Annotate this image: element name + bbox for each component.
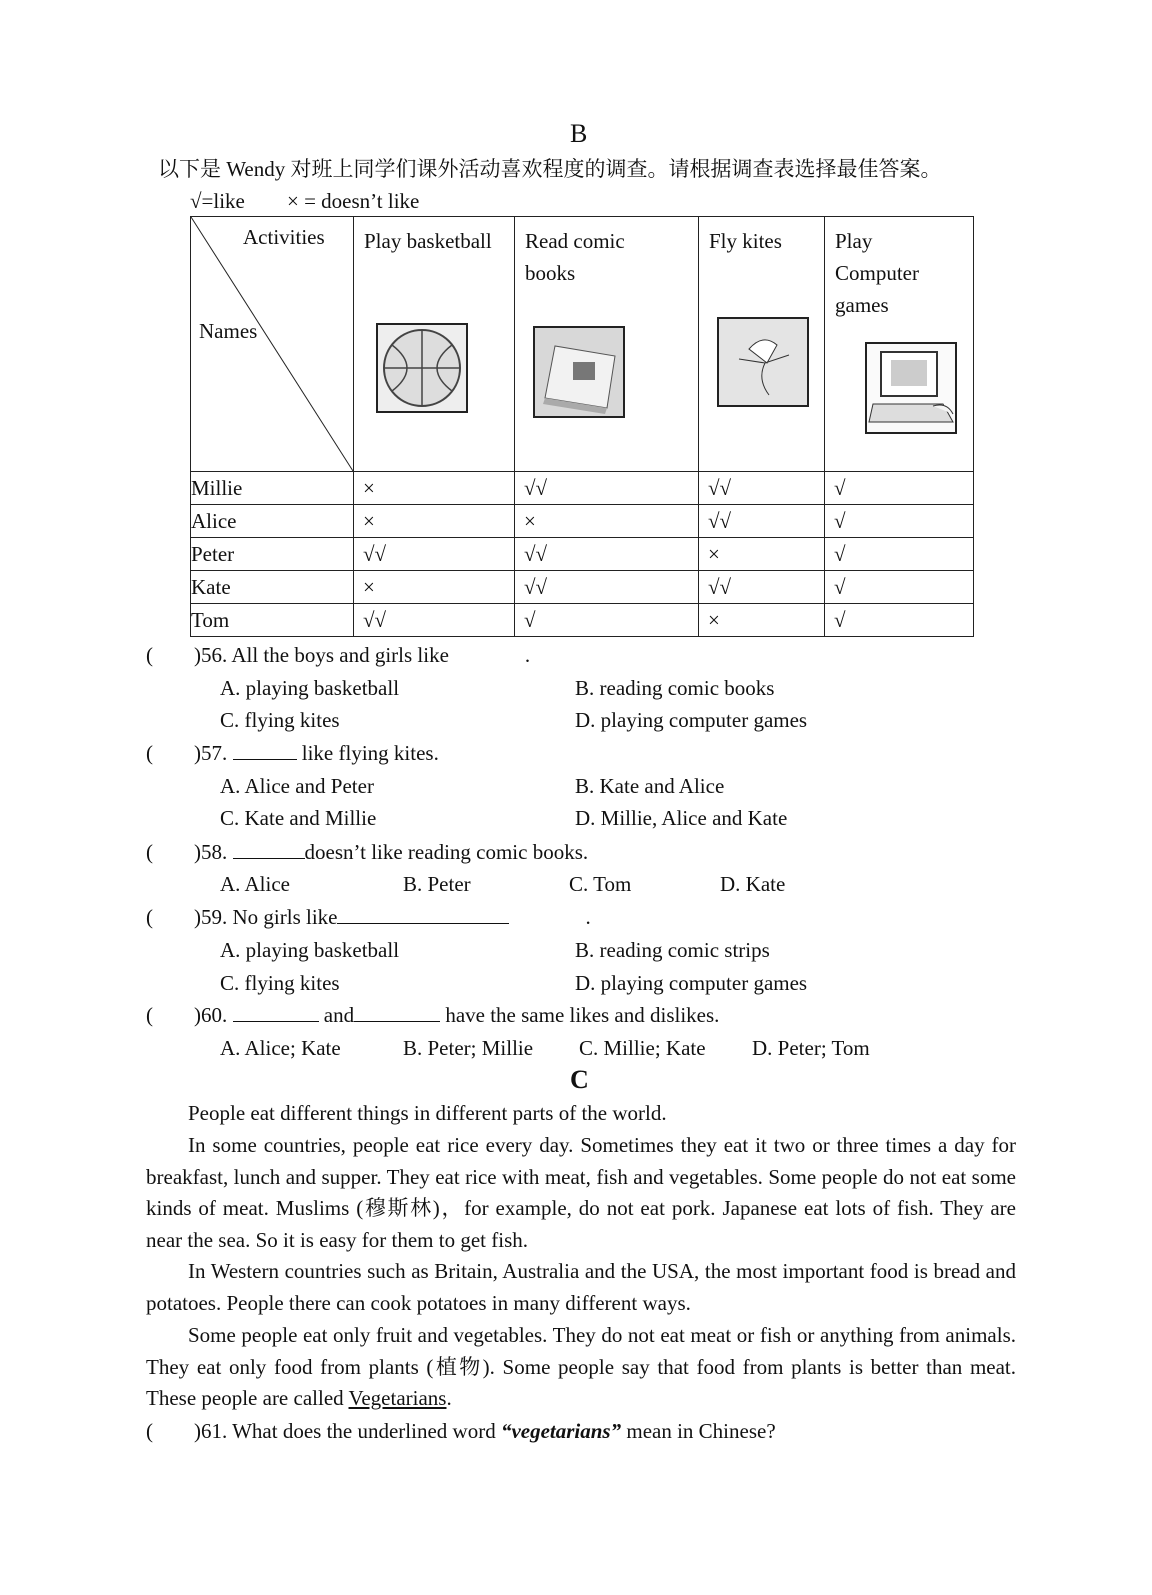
stem-text: mean in Chinese? <box>621 1419 776 1443</box>
corner-names-label: Names <box>199 319 258 343</box>
column-header-kites <box>699 217 825 472</box>
answer-paren: ( <box>146 905 153 929</box>
answer-paren: ( <box>146 1419 153 1443</box>
option: D. Millie, Alice and Kate <box>575 806 788 830</box>
mark-cell: × <box>354 472 515 505</box>
option: A. Alice; Kate <box>220 1036 341 1060</box>
name-cell: Peter <box>191 538 354 571</box>
mark-cell: √√ <box>515 538 699 571</box>
section-b-intro: 以下是 Wendy 对班上同学们课外活动喜欢程度的调查。请根据调查表选择最佳答案。 <box>158 157 942 181</box>
mark-cell: √ <box>825 472 974 505</box>
stem-text: . <box>524 643 531 667</box>
name-cell: Alice <box>191 505 354 538</box>
emphasized-word: “vegetarians” <box>500 1419 622 1443</box>
column-label: Play Computer games <box>835 229 919 317</box>
mark-cell: √√ <box>699 571 825 604</box>
option: B. Peter <box>403 872 471 896</box>
corner-activities-label: Activities <box>243 225 325 249</box>
option: D. Peter; Tom <box>752 1036 870 1060</box>
table-row <box>191 604 974 637</box>
column-label: Fly kites <box>709 229 782 253</box>
paragraph-text: . <box>446 1386 452 1411</box>
option: C. flying kites <box>220 708 340 732</box>
option: D. playing computer games <box>575 708 808 732</box>
mark-cell: √ <box>825 571 974 604</box>
mark-cell: √√ <box>515 571 699 604</box>
table-row <box>191 472 974 505</box>
mark-cell: √ <box>515 604 699 637</box>
mark-cell: √ <box>825 604 974 637</box>
name-cell: Kate <box>191 571 354 604</box>
column-label: Read comic books <box>525 229 625 285</box>
passage-paragraph-4 <box>146 1320 1016 1415</box>
stem-text: like flying kites. <box>301 741 439 765</box>
option: D. Kate <box>720 872 786 896</box>
option: B. reading comic strips <box>575 938 770 962</box>
answer-paren: ( <box>146 741 153 765</box>
stem-text: )57. <box>194 741 228 765</box>
option: A. playing basketball <box>220 938 400 962</box>
answer-blank <box>233 1021 319 1022</box>
table-row <box>191 505 974 538</box>
answer-blank <box>337 923 509 924</box>
question-58-stem <box>194 842 588 863</box>
mark-cell: √√ <box>354 538 515 571</box>
column-header-basketball <box>354 217 515 472</box>
stem-text: doesn’t like reading comic books. <box>304 840 589 864</box>
answer-blank <box>233 759 297 760</box>
mark-cell: × <box>354 505 515 538</box>
question-56-stem <box>194 645 530 666</box>
option: A. Alice <box>220 872 290 896</box>
option: A. playing basketball <box>220 676 400 700</box>
mark-cell: √ <box>825 538 974 571</box>
section-c-title: C <box>570 1065 589 1094</box>
column-header-computer-games <box>825 217 974 472</box>
mark-cell: × <box>354 571 515 604</box>
option: C. Kate and Millie <box>220 806 377 830</box>
stem-text: and <box>323 1003 355 1027</box>
passage-paragraph-3: In Western countries such as Britain, Australia and the USA, the most important food is bread and potatoes. People there can cook potatoes in many different ways. <box>146 1259 1016 1315</box>
option: C. Tom <box>569 872 632 896</box>
table-header-row <box>191 217 974 472</box>
mark-cell: √√ <box>699 505 825 538</box>
mark-cell: √√ <box>515 472 699 505</box>
stem-text: )60. <box>194 1003 228 1027</box>
stem-text: have the same likes and dislikes. <box>445 1003 720 1027</box>
stem-text: )58. <box>194 840 228 864</box>
question-57-stem <box>194 743 439 764</box>
option: C. flying kites <box>220 971 340 995</box>
stem-text: )61. What does the underlined word <box>194 1419 501 1443</box>
mark-cell: √√ <box>354 604 515 637</box>
computer-icon <box>865 342 957 434</box>
answer-paren: ( <box>146 1003 153 1027</box>
option: D. playing computer games <box>575 971 808 995</box>
mark-cell: × <box>699 538 825 571</box>
option: B. Peter; Millie <box>403 1036 534 1060</box>
diagonal-line <box>191 217 353 471</box>
corner-cell <box>191 217 354 472</box>
passage-paragraph-2: In some countries, people eat rice every day. Sometimes they eat it two or three times a day for breakfast, lunch and supper. They eat rice with meat, fish and vegetables. Some people do not eat some kinds of meat. Muslims (穆斯林)，for example, do not eat pork. Japanese eat lots of fish. They are near the sea. So it is easy for them to get fish. <box>146 1133 1016 1252</box>
table-row <box>191 538 974 571</box>
passage-paragraph-1: People eat different things in different parts of the world. <box>188 1101 667 1125</box>
comic-book-icon <box>533 326 625 418</box>
option: A. Alice and Peter <box>220 774 374 798</box>
section-b-title: B <box>570 119 588 148</box>
answer-paren: ( <box>146 643 153 667</box>
mark-cell: × <box>515 505 699 538</box>
name-cell: Millie <box>191 472 354 505</box>
option: C. Millie; Kate <box>579 1036 706 1060</box>
question-61-stem <box>194 1421 776 1442</box>
table-row <box>191 571 974 604</box>
column-header-comic-books <box>515 217 699 472</box>
legend-dislike: × = doesn’t like <box>287 189 420 213</box>
stem-text: . <box>585 905 591 929</box>
paragraph-text: Some people eat only fruit and vegetables. They do not eat meat or fish or anything from animals. They eat only food from plants (植物). Some people say that food from plants is better than meat. These people are called <box>146 1323 1016 1411</box>
kite-icon <box>717 317 809 407</box>
legend-like: √=like <box>190 189 245 213</box>
name-cell: Tom <box>191 604 354 637</box>
basketball-icon <box>376 323 468 413</box>
answer-paren: ( <box>146 840 153 864</box>
stem-text: )56. All the boys and girls like <box>194 643 449 667</box>
mark-cell: √√ <box>699 472 825 505</box>
column-label: Play basketball <box>364 229 492 253</box>
option: B. reading comic books <box>575 676 775 700</box>
survey-table <box>190 216 974 637</box>
stem-text: )59. No girls like <box>194 905 338 929</box>
underlined-word: Vegetarians <box>348 1386 447 1411</box>
question-60-stem <box>194 1005 719 1026</box>
mark-cell: × <box>699 604 825 637</box>
mark-cell: √ <box>825 505 974 538</box>
question-59-stem <box>194 907 591 928</box>
option: B. Kate and Alice <box>575 774 725 798</box>
answer-blank <box>354 1021 440 1022</box>
answer-blank <box>233 858 305 859</box>
